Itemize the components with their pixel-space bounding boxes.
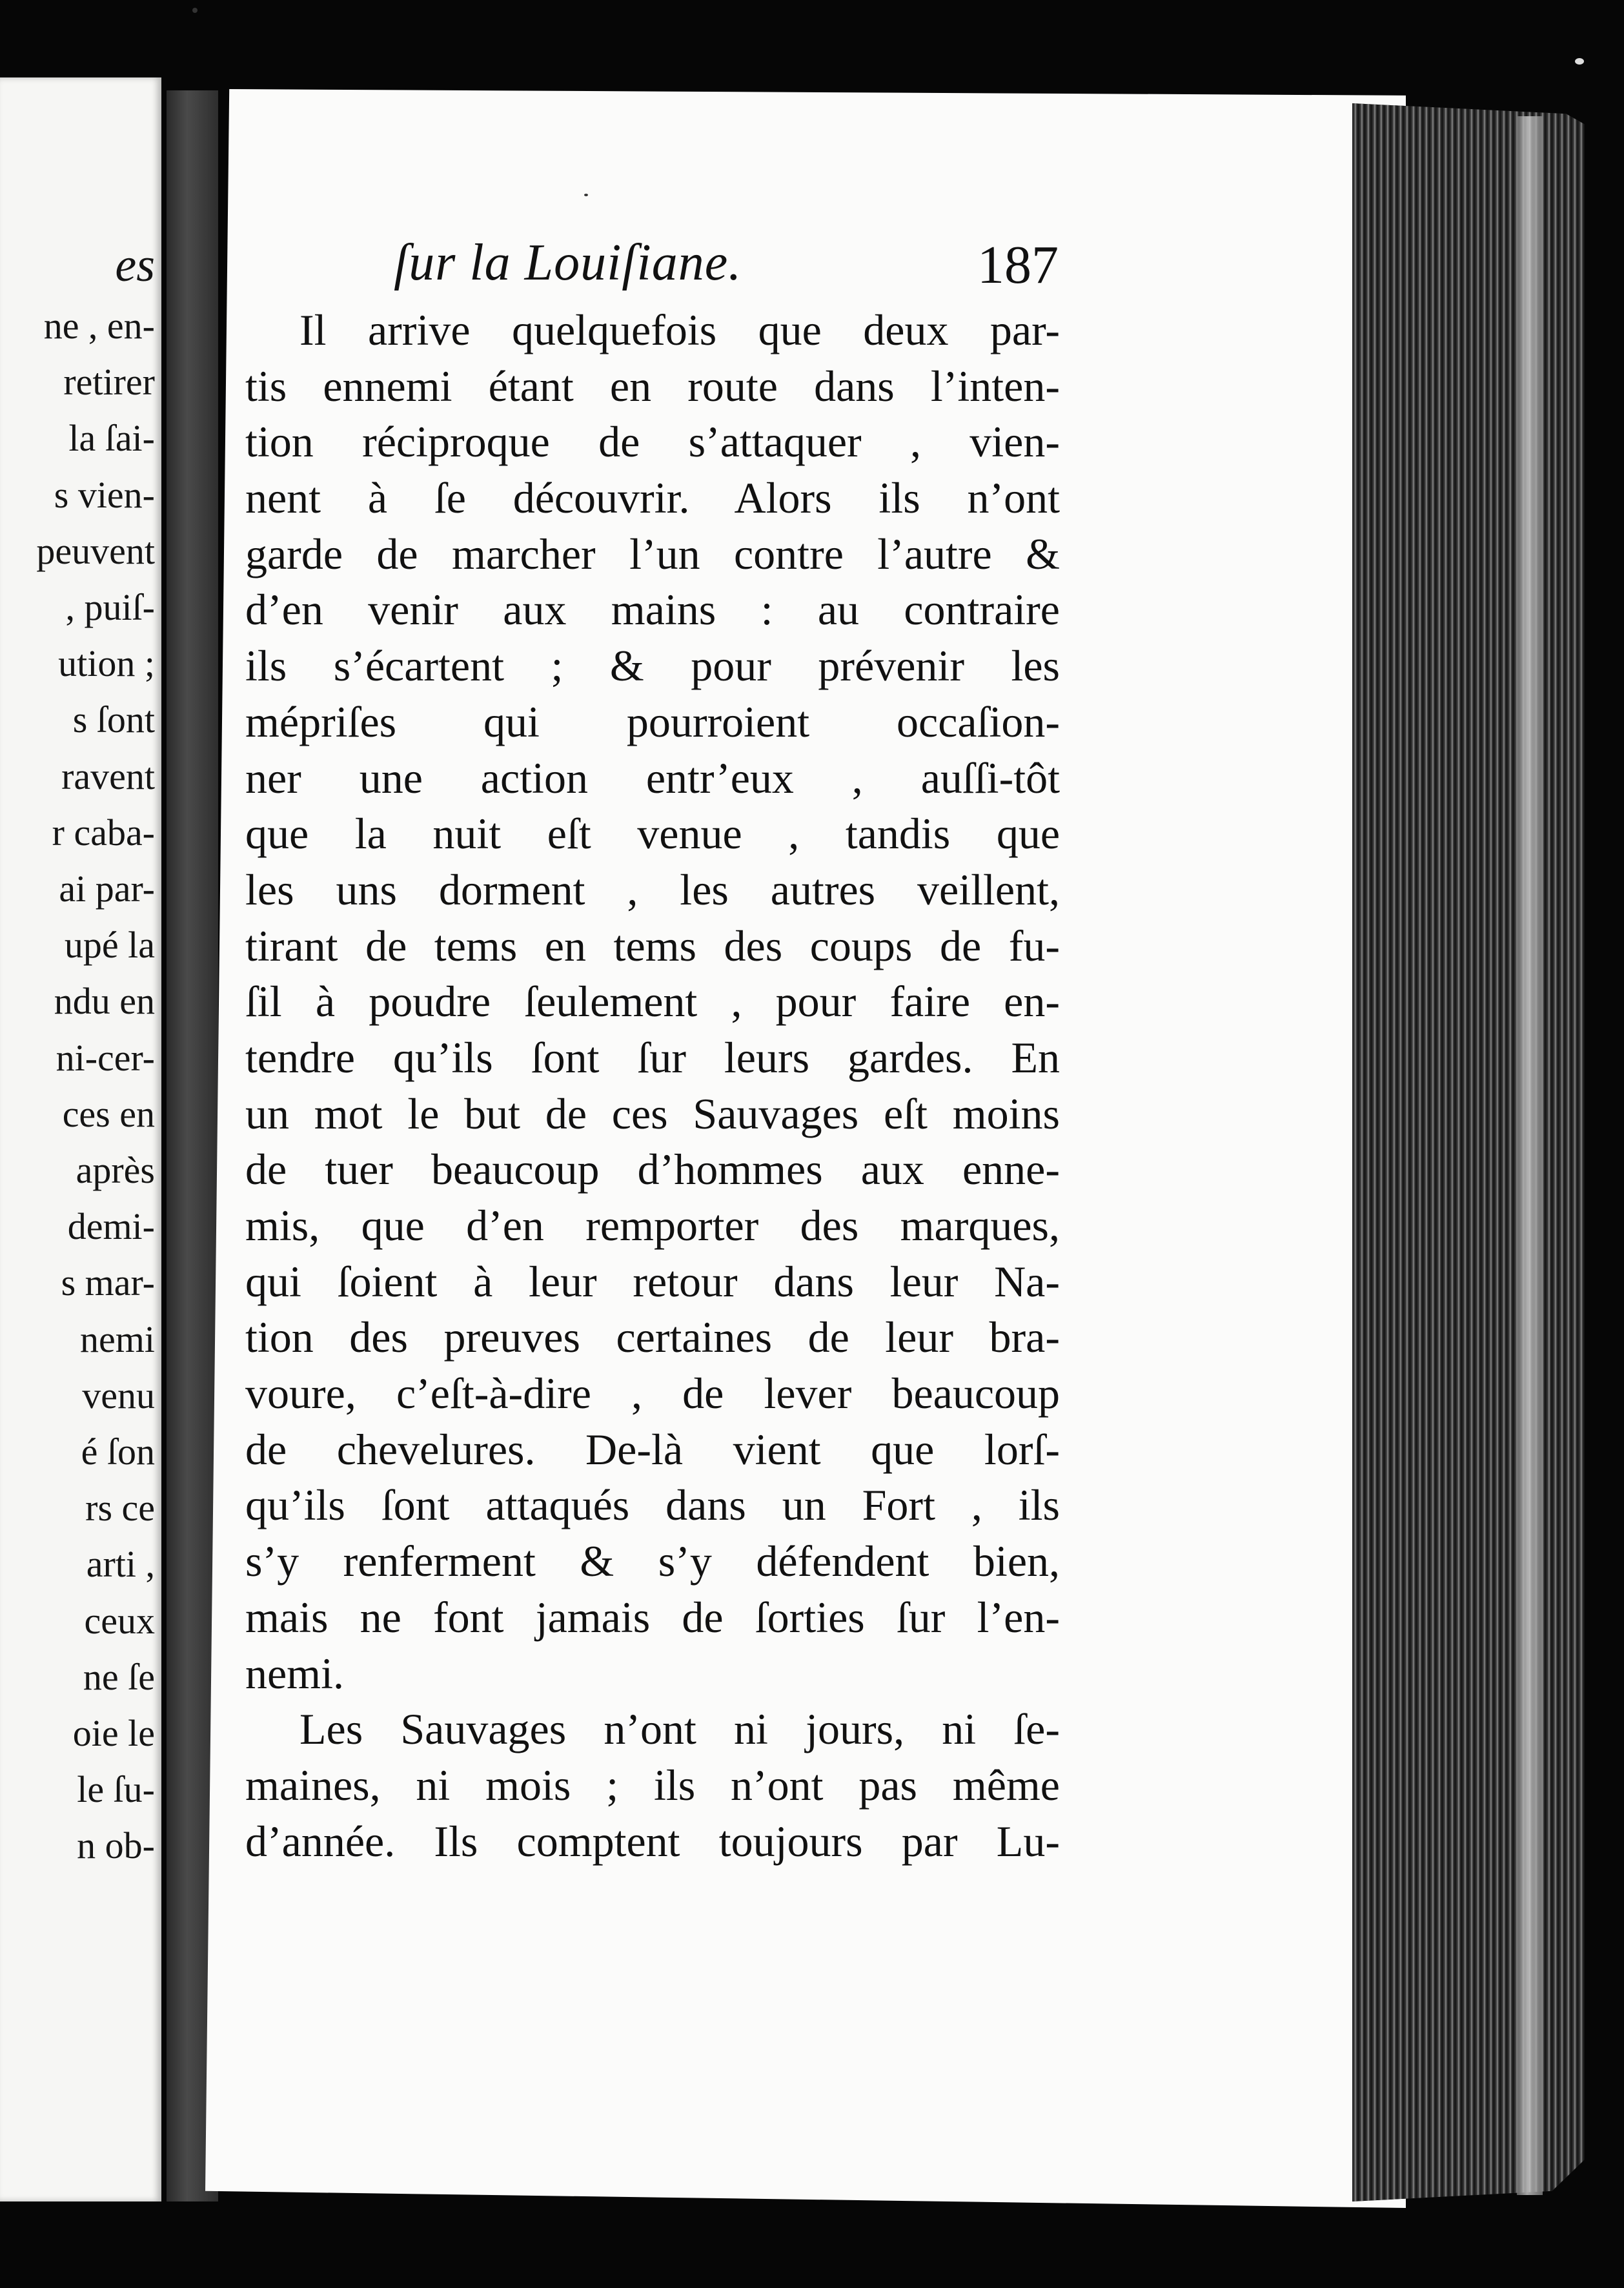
left-page-line: ai par- [59,868,155,910]
left-page-line: retirer [63,361,155,403]
left-page-line: ne ſe [83,1655,155,1698]
text-line: tion des preuves certaines de leur bra- [245,1313,1060,1362]
text-line: les uns dorment , les autres veillent, [245,864,1060,914]
left-page-line: le ſu- [77,1768,155,1811]
left-page-text [0,236,155,1874]
left-page-line: la ſai- [68,417,155,460]
text-line: que la nuit eſt venue , tandis que [245,809,1060,859]
text-line: d’année. Ils comptent toujours par Lu- [245,1816,1060,1866]
left-page-line: ution ; [58,642,155,685]
text-line: nemi. [245,1648,344,1698]
left-page-line: ceux [84,1599,155,1642]
dust-speck [584,194,588,196]
left-page-line: peuvent [36,529,155,572]
text-line: s’y renferment & s’y défendent bien, [245,1537,1060,1586]
text-line: garde de marcher l’un contre l’autre & [245,529,1060,578]
left-page-line: upé la [64,924,155,966]
left-page-line: venu [82,1374,155,1416]
left-page-line: , puiſ- [65,586,155,629]
text-line: ſil à poudre ſeulement , pour faire en- [245,977,1060,1027]
text-line: mépriſes qui pourroient occaſion- [245,697,1060,746]
dust-speck [1575,58,1584,65]
dust-speck [192,8,198,13]
left-page-line: ne , en- [43,305,155,347]
left-page-line: ravent [61,755,155,797]
left-page-line: s vien- [54,473,155,516]
text-line: ner une action entr’eux , auſſi-tôt [245,753,1060,802]
left-page-line: s ſont [72,699,155,741]
left-page-line: ces en [62,1092,155,1135]
text-line: mais ne font jamais de ſorties ſur l’en- [245,1592,1060,1642]
text-line: tendre qu’ils ſont ſur leurs gardes. En [245,1032,1060,1082]
text-line: de chevelures. De-là vient que lorſ- [245,1424,1060,1474]
left-page-line: rs ce [85,1487,155,1529]
text-line: voure, c’eſt-à-dire , de lever beaucoup [245,1369,1060,1418]
text-line: d’en venir aux mains : au contraire [245,585,1060,635]
text-line: de tuer beaucoup d’hommes aux enne- [245,1145,1060,1194]
left-page-line: demi- [67,1205,155,1248]
text-line: maines, ni mois ; ils n’ont pas même [245,1760,1060,1810]
left-page-line: é ſon [81,1431,155,1473]
left-page-line: n ob- [77,1824,155,1867]
left-page-line: ndu en [54,980,155,1023]
left-page-line: ni-cer- [56,1036,155,1079]
text-line: tis ennemi étant en route dans l’inten- [245,361,1060,411]
body-text [245,302,1060,1869]
left-page-line: nemi [80,1318,155,1360]
left-page-line: r caba- [52,811,155,853]
text-line: tirant de tems en tems des coups de fu- [245,921,1060,970]
fore-edge-highlight [1517,116,1543,2195]
running-title: ſur la Louiſiane. [394,234,742,291]
left-page-line: après [76,1149,155,1192]
left-page-line: s mar- [61,1261,155,1304]
text-line: qui ſoient à leur retour dans leur Na- [245,1256,1060,1306]
page-number: 187 [977,235,1059,295]
page-header [394,234,1059,305]
left-page-line: arti , [86,1543,155,1586]
left-page-line: oie le [72,1712,155,1755]
text-line: Il arrive quelquefois que deux par- [299,305,1060,354]
facing-left-page [0,77,161,2201]
text-line: nent à ſe découvrir. Alors ils n’ont [245,473,1060,523]
text-line: mis, que d’en remporter des marques, [245,1201,1060,1250]
text-line: un mot le but de ces Sauvages eſt moins [245,1088,1060,1138]
text-line: ils s’écartent ; & pour prévenir les [245,641,1060,691]
text-line: qu’ils ſont attaqués dans un Fort , ils [245,1480,1060,1530]
book-fore-edge [1352,103,1585,2201]
left-page-header-fragment: es [115,239,155,292]
text-line: tion réciproque de s’attaquer , vien- [245,417,1060,467]
text-line: Les Sauvages n’ont ni jours, ni ſe- [299,1704,1060,1754]
